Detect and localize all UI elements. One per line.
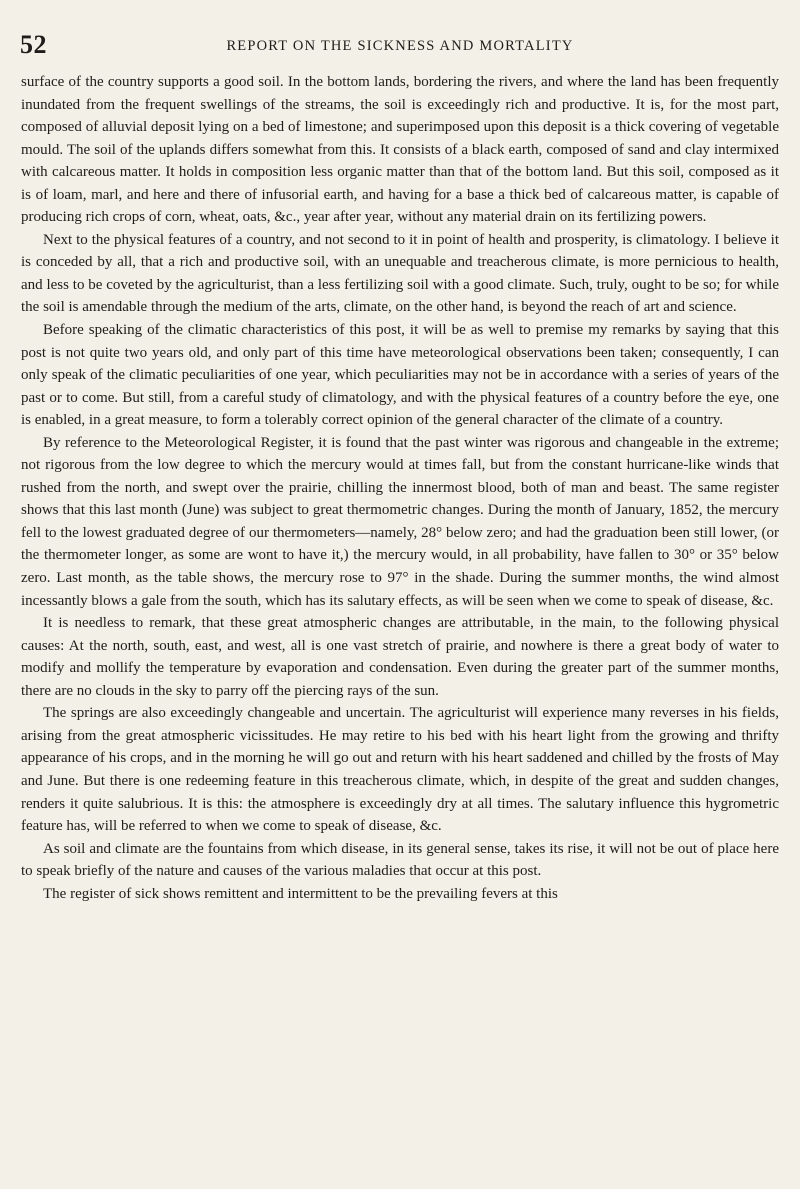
paragraph: Before speaking of the climatic characteristics of this post, it will be as well to premise my remarks by saying that this post is not quite two years old, and only part of this time have meteorological observations been taken; consequently, I can only speak of the climatic peculiarities of one year, which peculiarities may not be in accordance with a series of years of the past or to come. But still, from a careful study of climatology, and with the physical features of a country before the eye, one is enabled, in a great measure, to form a tolerably correct opinion of the general character of the climate of a country. [21, 322, 779, 429]
page-header [20, 30, 780, 70]
paragraph: By reference to the Meteorological Register, it is found that the past winter was rigorous and changeable in the extreme; not rigorous from the low degree to which the mercury would at times fall, but from the constant hurricane-like winds that rushed from the north, and swept over the prairie, chilling the innermost blood, both of man and beast. The same register shows that this last month (June) was subject to great thermometric changes. During the month of January, 1852, the mercury fell to the lowest graduated degree of our thermometers—namely, 28° below zero; and had the graduation been still lower, (or the thermometer longer, as some are wont to have it,) the mercury would, in all probability, have fallen to 30° or 35° below zero. Last month, as the table shows, the mercury rose to 97° in the shade. During the summer months, the wind almost incessantly blows a gale from the south, which has its salutary effects, as will be seen when we come to speak of disease, &c. [21, 434, 779, 609]
paragraph: The springs are also exceedingly changeable and uncertain. The agriculturist will experience many reverses in his fields, arising from the great atmospheric vicissitudes. He may retire to his bed with his heart light from the growing and thrifty appearance of his crops, and in the morning he will go out and return with his heart saddened and chilled by the frosts of May and June. But there is one redeeming feature in this treacherous climate, which, in despite of the great and sudden changes, renders it quite salubrious. It is this: the atmosphere is exceedingly dry at all times. The salutary influence this hygrometric feature has, will be referred to when we come to speak of disease, &c. [21, 705, 779, 835]
paragraph: The register of sick shows remittent and intermittent to be the prevailing fevers at this [43, 885, 558, 902]
running-head: REPORT ON THE SICKNESS AND MORTALITY [226, 38, 574, 54]
paragraph: surface of the country supports a good soil. In the bottom lands, bordering the rivers, and where the land has been frequently inundated from the frequent swellings of the streams, the soil is exceedingly rich and productive. It is, for the most part, composed of alluvial deposit lying on a bed of limestone; and superimposed upon this deposit is a thick covering of vegetable mould. The soil of the uplands differs somewhat from this. It consists of a black earth, composed of sand and clay intermixed with calcareous matter. It holds in composition less organic matter than that of the bottom land. But this soil, composed as it is of loam, marl, and here and there of infusorial earth, and having for a base a thick bed of calcareous matter, is capable of producing rich crops of corn, wheat, oats, &c., year after year, without any material drain on its fertilizing powers. [21, 74, 779, 226]
paragraph: It is needless to remark, that these great atmospheric changes are attributable, in the main, to the following physical causes: At the north, south, east, and west, all is one vast stretch of prairie, and nowhere is there a great body of water to modify and mollify the temperature by evaporation and condensation. Even during the greater part of the summer months, there are no clouds in the sky to parry off the piercing rays of the sun. [21, 615, 779, 699]
page-number: 52 [20, 30, 47, 59]
paragraph: As soil and climate are the fountains from which disease, in its general sense, takes its rise, it will not be out of place here to speak briefly of the nature and causes of the various maladies that occur at this post. [21, 840, 779, 880]
paragraph: Next to the physical features of a country, and not second to it in point of health and prosperity, is climatology. I believe it is conceded by all, that a rich and productive soil, with an unequable and treacherous climate, is more pernicious to health, and less to be coveted by the agriculturist, than a less fertilizing soil with a good climate. Such, truly, ought to be so; for while the soil is amendable through the medium of the arts, climate, on the other hand, is beyond the reach of art and science. [21, 231, 779, 316]
body-text [21, 71, 779, 905]
